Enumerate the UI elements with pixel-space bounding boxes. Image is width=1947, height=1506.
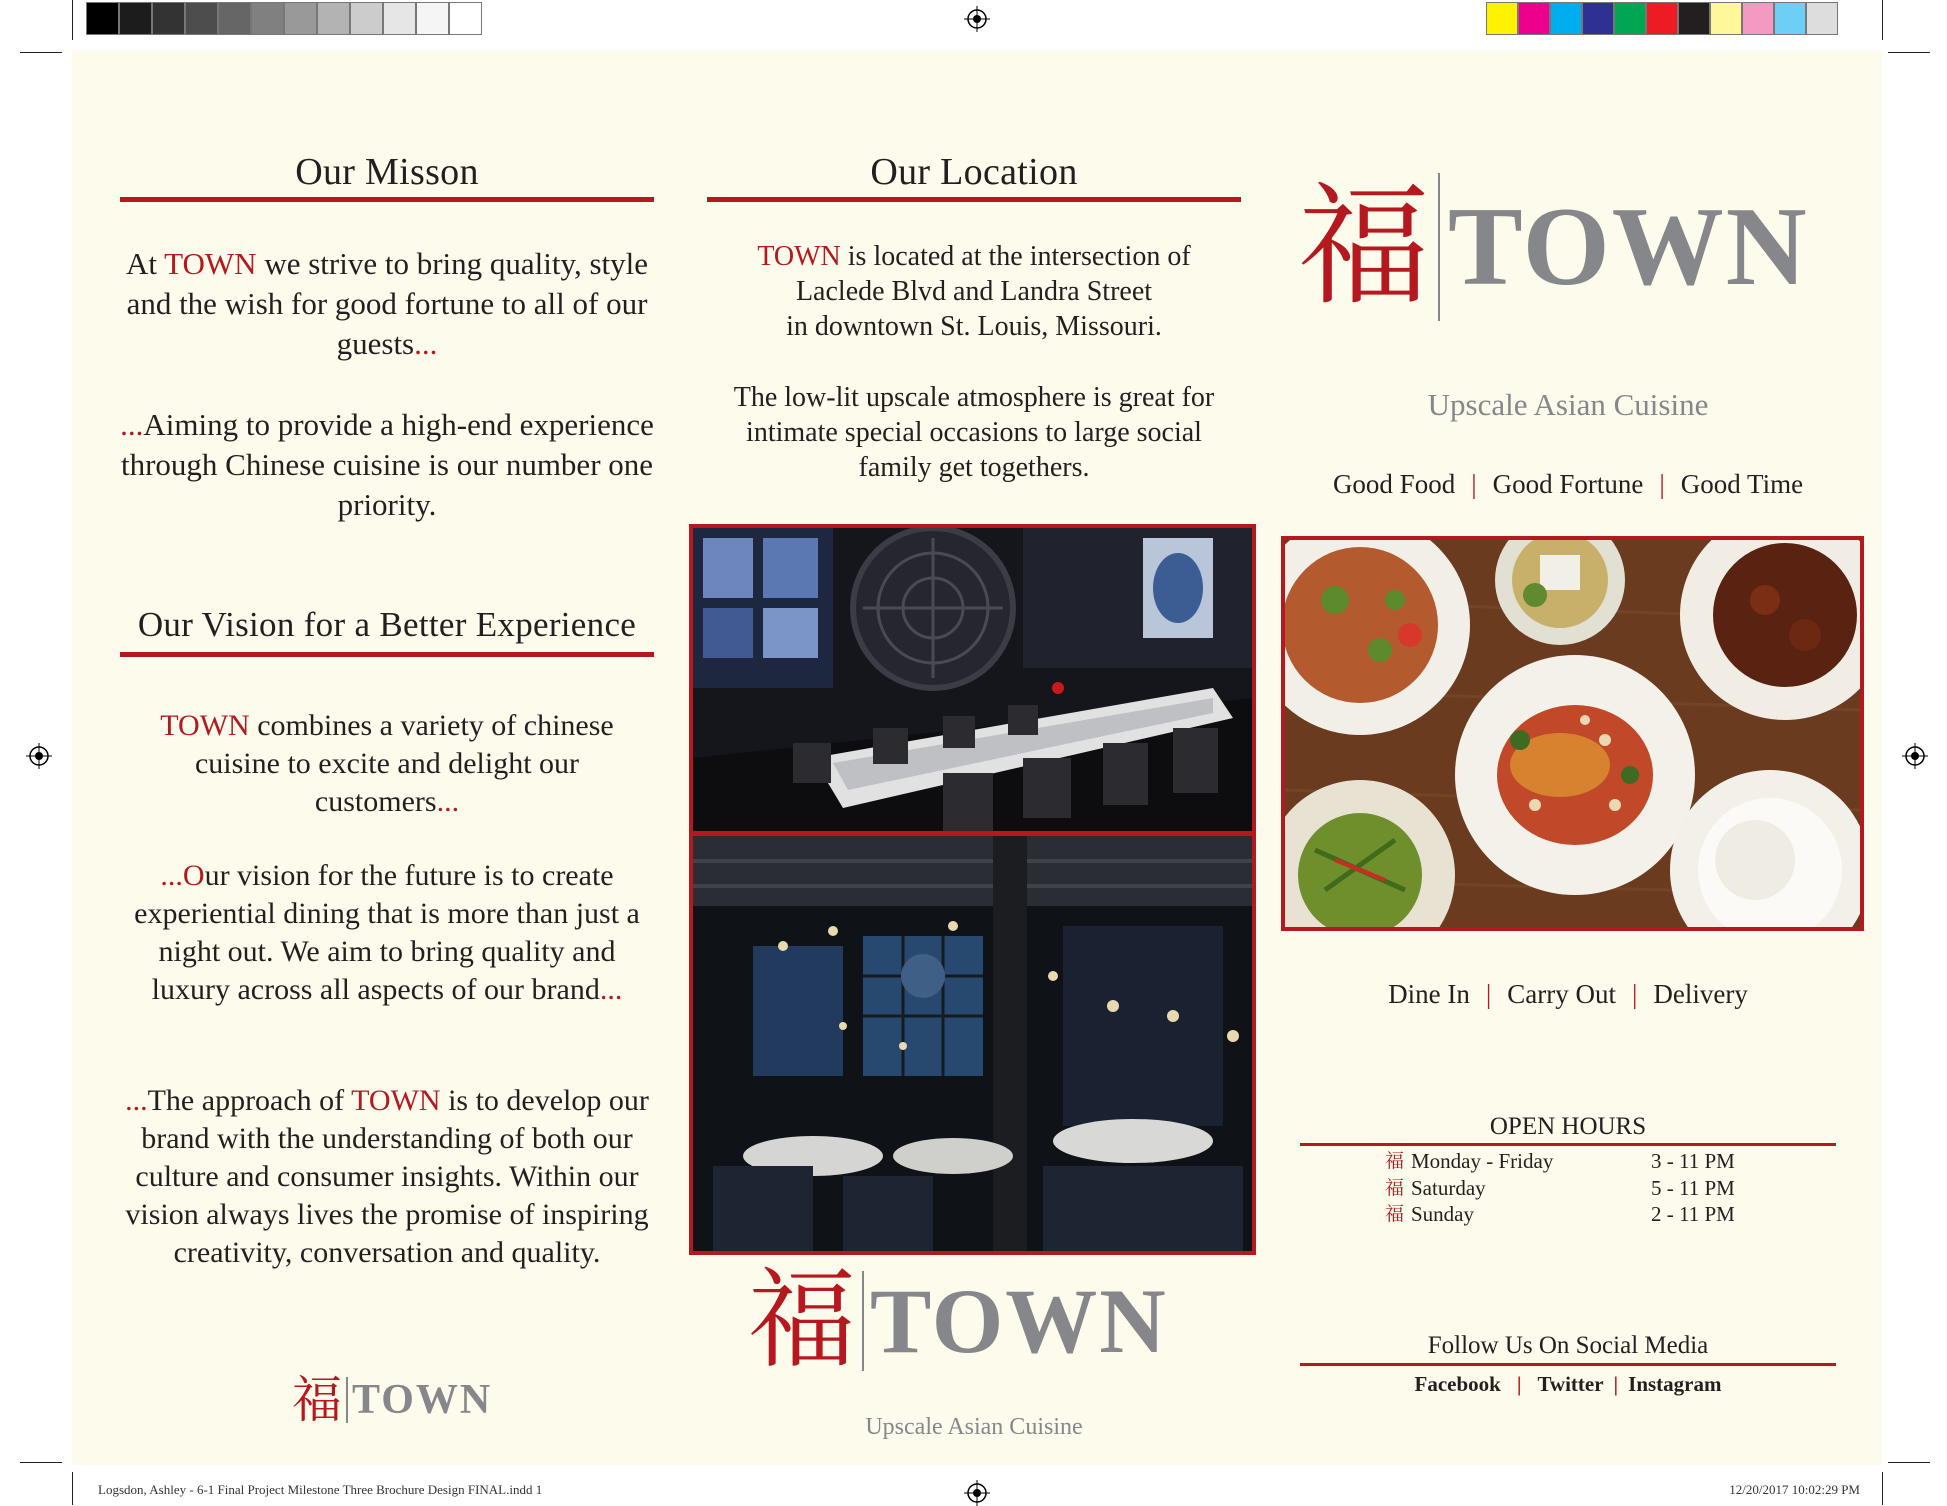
twitter-link[interactable]: Twitter [1537, 1372, 1604, 1396]
registration-mark-icon [26, 743, 52, 769]
tagline-bottom: Upscale Asian Cuisine [865, 1414, 1083, 1440]
registration-mark-icon [964, 1480, 990, 1506]
good-time: Good Time [1680, 469, 1804, 499]
tagline-top: Upscale Asian Cuisine [1427, 387, 1709, 422]
fu-logo-icon: 福 [292, 1371, 342, 1429]
registration-mark-icon [1902, 743, 1928, 769]
social-links: Facebook | Twitter | Instagram [1414, 1372, 1722, 1396]
registration-mark-icon [964, 6, 990, 32]
social-title: Follow Us On Social Media [1427, 1332, 1709, 1359]
instagram-link[interactable]: Instagram [1628, 1372, 1722, 1396]
restaurant-dining-room-photo [689, 832, 1256, 1255]
vision-title: Our Vision for a Better Experience [137, 605, 637, 644]
fu-logo-icon: 福 [1298, 170, 1430, 324]
location-title: Our Location [870, 151, 1078, 193]
restaurant-interior-photo [689, 524, 1256, 835]
logo-small: 福 TOWN [292, 1371, 493, 1429]
location-paragraph-1: TOWN is located at the intersection of Laclede Blvd and Landra Street in downtown St. Louis, Missouri. [757, 241, 1191, 342]
open-hours-rule [1300, 1143, 1836, 1146]
fu-bullet-icon: 福 [1385, 1203, 1405, 1225]
hours-row: 福 Monday - Friday 3 - 11 PM [1385, 1149, 1735, 1173]
delivery: Delivery [1653, 979, 1748, 1009]
logo-large: 福 TOWN [748, 1258, 1168, 1383]
goods-row: Good Food | Good Fortune | Good Time [1332, 469, 1804, 499]
dine-in: Dine In [1388, 979, 1470, 1009]
location-paragraph-2: The low-lit upscale atmosphere is great for intimate special occasions to large social family get togethers. [733, 382, 1215, 483]
mission-rule [120, 197, 654, 202]
good-fortune: Good Fortune [1492, 469, 1644, 499]
print-slug-date: 12/20/2017 10:02:29 PM [1729, 1482, 1860, 1497]
mission-paragraph-2: ...Aiming to provide a high-end experience through Chinese cuisine is our number one priority. [120, 407, 654, 522]
hours-row: 福 Sunday 2 - 11 PM [1385, 1202, 1735, 1226]
fu-bullet-icon: 福 [1385, 1150, 1405, 1172]
vision-paragraph-2: ...Our vision for the future is to create experiential dining that is more than just a night out. We aim to bring quality and luxury across all aspects of our brand... [134, 859, 640, 1006]
fu-bullet-icon: 福 [1385, 1176, 1405, 1199]
vision-rule [120, 652, 654, 657]
carry-out: Carry Out [1507, 979, 1616, 1009]
social-rule [1300, 1363, 1836, 1366]
open-hours-title: OPEN HOURS [1489, 1113, 1647, 1140]
good-food: Good Food [1332, 469, 1456, 499]
food-dishes-photo [1281, 536, 1864, 931]
fu-logo-icon: 福 [748, 1258, 857, 1383]
facebook-link[interactable]: Facebook [1414, 1372, 1501, 1396]
vision-paragraph-3: ...The approach of TOWN is to develop our brand with the understanding of both our culture and consumer insights. Within our vision always lives the promise of inspiring creativity, conversation and quality. [125, 1084, 649, 1269]
hours-row: 福 Saturday 5 - 11 PM [1385, 1175, 1735, 1200]
open-hours-list [1385, 1148, 1745, 1228]
vision-paragraph-1: TOWN combines a variety of chinese cuisine to excite and delight our customers... [160, 709, 614, 818]
logo-main: 福 TOWN [1298, 170, 1809, 324]
mission-title: Our Misson [295, 151, 479, 193]
print-slug-file: Logsdon, Ashley - 6-1 Final Project Milestone Three Brochure Design FINAL.indd 1 [98, 1482, 543, 1497]
services-row: Dine In | Carry Out | Delivery [1388, 979, 1748, 1009]
location-rule [707, 197, 1241, 202]
mission-paragraph-1: At TOWN we strive to bring quality, style and the wish for good fortune to all of our guests... [125, 246, 649, 361]
